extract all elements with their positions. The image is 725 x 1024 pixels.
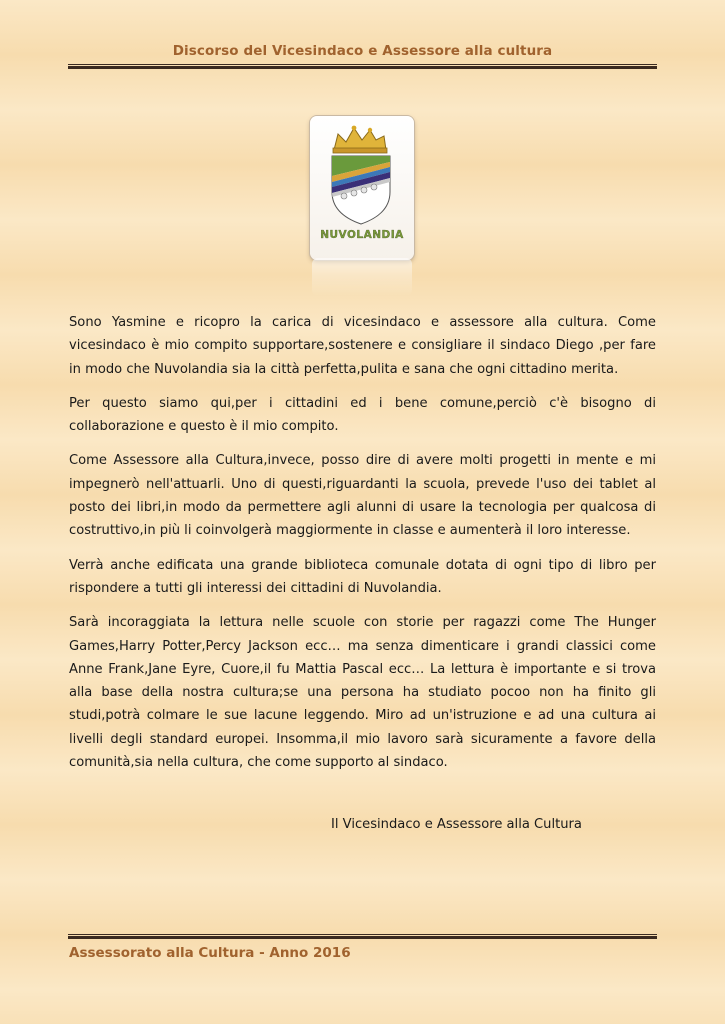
document-body — [69, 311, 656, 785]
shield-icon — [332, 156, 390, 224]
nuvolandia-logo — [310, 116, 414, 266]
paragraph-2: Per questo siamo qui,per i cittadini ed i bene comune,perciò c'è bisogno di collaborazione e questo è il mio compito. — [69, 395, 656, 435]
paragraph-4: Verrà anche edificata una grande biblioteca comunale dotata di ogni tipo di libro per rispondere a tutti gli interessi dei cittadini di Nuvolandia. — [69, 557, 656, 596]
signature-line: Il Vicesindaco e Assessore alla Cultura — [331, 817, 582, 832]
page-header-title: Discorso del Vicesindaco e Assessore alla cultura — [172, 43, 553, 59]
page-footer-text: Assessorato alla Cultura - Anno 2016 — [69, 945, 351, 961]
svg-text:NUVOLANDIA: NUVOLANDIA — [320, 229, 404, 241]
logo-reflection — [312, 258, 412, 296]
crown-icon — [333, 126, 387, 153]
header-divider — [68, 64, 657, 69]
paragraph-1: Sono Yasmine e ricopro la carica di vicesindaco e assessore alla cultura. Come vicesindaco è mio compito supportare,sostenere e consigliare il sindaco Diego ,per fare in modo che Nuvolandia sia la città perfetta,pulita e sana che ogni cittadino merita. — [69, 315, 656, 377]
footer-divider — [68, 934, 657, 939]
paragraph-3: Come Assessore alla Cultura,invece, posso dire di avere molti progetti in mente e mi impegnerò nell'attuarli. Uno di questi,riguardanti la scuola, prevede l'uso dei tablet al posto dei libri,in modo da permettere agli alunni di usare la tecnologia per qualcosa di costruttivo,in più li coinvolgerà maggiormente in classe e aumenterà il loro interesse. — [69, 453, 656, 539]
paragraph-5: Sarà incoraggiata la lettura nelle scuole con storie per ragazzi come The Hunger Games,Harry Potter,Percy Jackson ecc… ma senza dimenticare i grandi classici come Anne Frank,Jane Eyre, Cuore,il fu Mattia Pascal ecc… La lettura è importante e si trova alla base della nostra cultura;se una persona ha studiato pocoo non ha finito gli studi,potrà colmare le sue lacune leggendo. Miro ad un'istruzione e ad una cultura ai livelli degli standard europei. Insomma,il mio lavoro sarà sicuramente a favore della comunità,sia nella cultura, che come supporto al sindaco. — [69, 615, 656, 771]
crest-shield-with-crown-icon — [310, 116, 414, 260]
